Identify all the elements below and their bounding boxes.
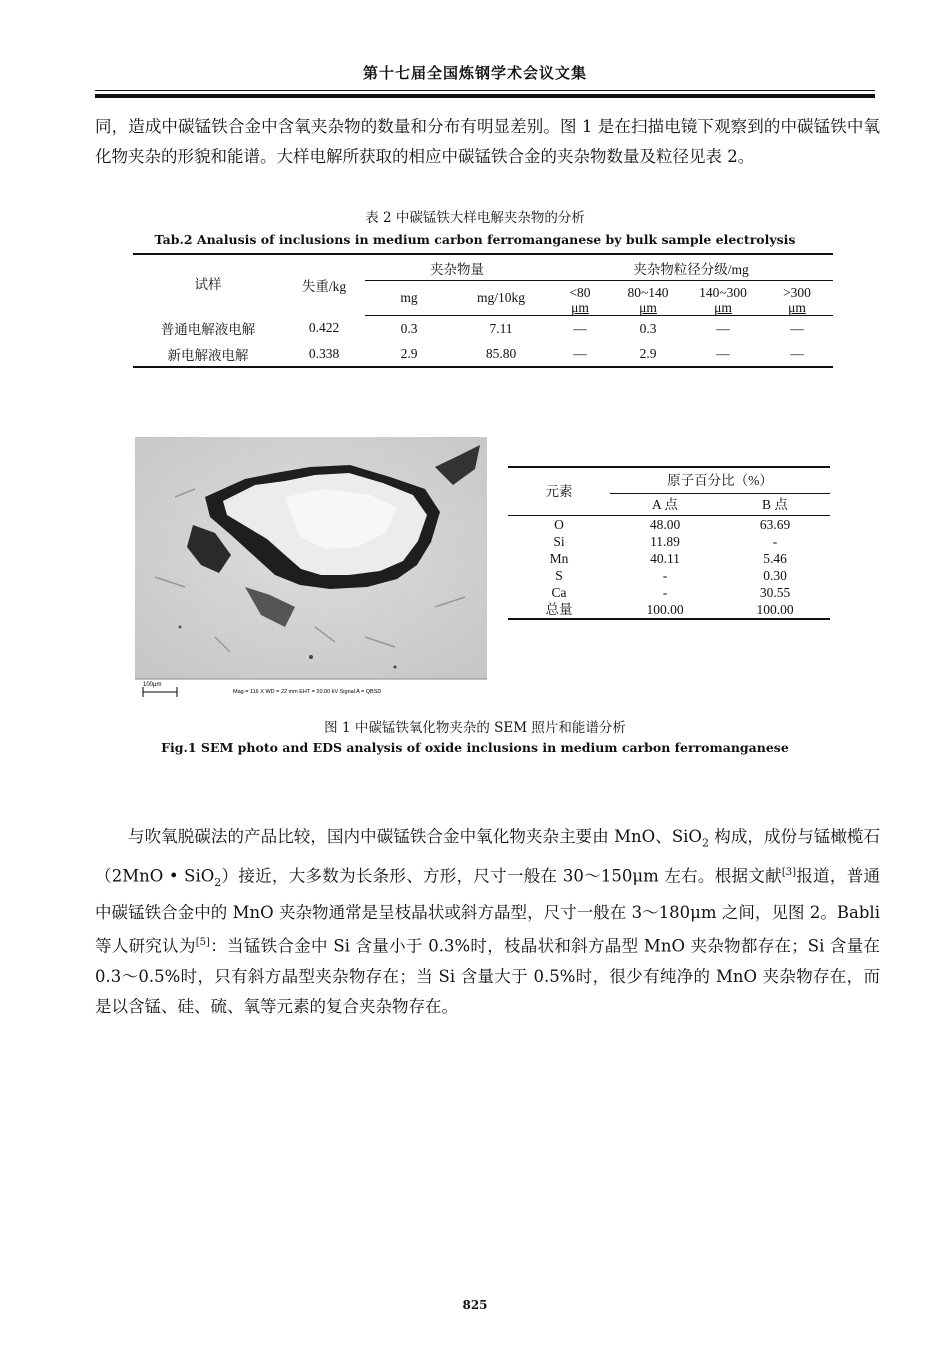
eds-header-element: 元素: [508, 467, 610, 516]
table2-bin-3: 140~300 μm: [685, 281, 761, 316]
table2-header-amount: 夹杂物量: [365, 254, 549, 281]
table2: [133, 253, 833, 368]
table2-sub-mg10: mg/10kg: [453, 281, 549, 316]
table-row: Ca - 30.55: [551, 585, 791, 600]
sem-params: Mag = 116 X WD = 22 mm EHT = 20.00 kV Signal A = QBSD: [233, 689, 382, 695]
table-row: Si 11.89 -: [553, 534, 778, 549]
citation-ref-5[interactable]: [5]: [195, 937, 210, 949]
table2-sub-mg: mg: [365, 281, 453, 316]
sem-micrograph: [135, 437, 487, 705]
header-rule-thin: [95, 90, 875, 91]
table-row: O 48.00 63.69: [554, 517, 791, 532]
header-rule-thick: [95, 94, 875, 98]
table2-bin-1: <80 μm: [549, 281, 611, 316]
table2-header-size: 夹杂物粒径分级/mg: [549, 254, 833, 281]
figure1-caption-en: Fig.1 SEM photo and EDS analysis of oxide inclusions in medium carbon ferromanganese: [161, 740, 789, 755]
table-row: Mn 40.11 5.46: [549, 551, 787, 566]
sem-scale-label: 100μm: [143, 682, 162, 688]
running-header: 第十七届全国炼钢学术会议文集: [362, 64, 587, 82]
page-number: 825: [462, 1298, 488, 1312]
eds-header-group: 原子百分比（%）: [610, 467, 830, 494]
eds-header-a: A 点: [610, 494, 720, 516]
eds-header-b: B 点: [720, 494, 830, 516]
table2-header-weight: 失重/kg: [283, 254, 365, 316]
table-row: S - 0.30: [555, 568, 787, 583]
citation-ref-3[interactable]: [3]: [781, 867, 797, 879]
table-row: 普通电解液电解 0.422 0.3 7.11 — 0.3 — —: [160, 320, 804, 338]
table2-header-sample: 试样: [133, 254, 283, 316]
paragraph-1: 同，造成中碳锰铁合金中含氧夹杂物的数量和分布有明显差别。图 1 是在扫描电镜下观察到的中碳锰铁中氧化物夹杂的形貌和能谱。大样电解所获取的相应中碳锰铁合金的夹杂物数量及粒径见表 2。: [95, 117, 880, 166]
table-row: 新电解液电解 0.338 2.9 85.80 — 2.9 — —: [133, 341, 833, 367]
figure1-caption-cn: 图 1 中碳锰铁氧化物夹杂的 SEM 照片和能谱分析: [324, 720, 626, 736]
table2-bin-4: >300 μm: [761, 281, 833, 316]
table2-bin-2: 80~140 μm: [611, 281, 685, 316]
paragraph-2: 与吹氧脱碳法的产品比较，国内中碳锰铁合金中氧化物夹杂主要由 MnO、SiO$_2$ 构成，成份与锰橄榄石（2MnO • SiO$_2$）接近，大多数为长条形、方形，尺寸一般在 30～150μm 左右。根据文献[3]报道，普通中碳锰铁合金中的 MnO 夹杂物通常是呈枝晶状或斜方晶型，尺寸一般在 3～180μm 之间，见图 2。Babli 等人研究认为[5]：当锰铁合金中 Si 含量小于 0.3%时，枝晶状和斜方晶型 MnO 夹杂物都存在；Si 含量在 0.3～0.5%时，只有斜方晶型夹杂物存在；当 Si 含量大于 0.5%时，很少有纯净的 MnO 夹杂物存在，而是以含锰、硅、硫、氧等元素的复合夹杂物存在。: [95, 827, 880, 1016]
table2-caption-en: Tab.2 Analusis of inclusions in medium carbon ferromanganese by bulk sample electrolysis: [154, 232, 796, 247]
table2-caption-cn: 表 2 中碳锰铁大样电解夹杂物的分析: [365, 210, 585, 226]
table-row: 总量 100.00 100.00: [508, 601, 830, 619]
eds-table: [508, 466, 830, 620]
